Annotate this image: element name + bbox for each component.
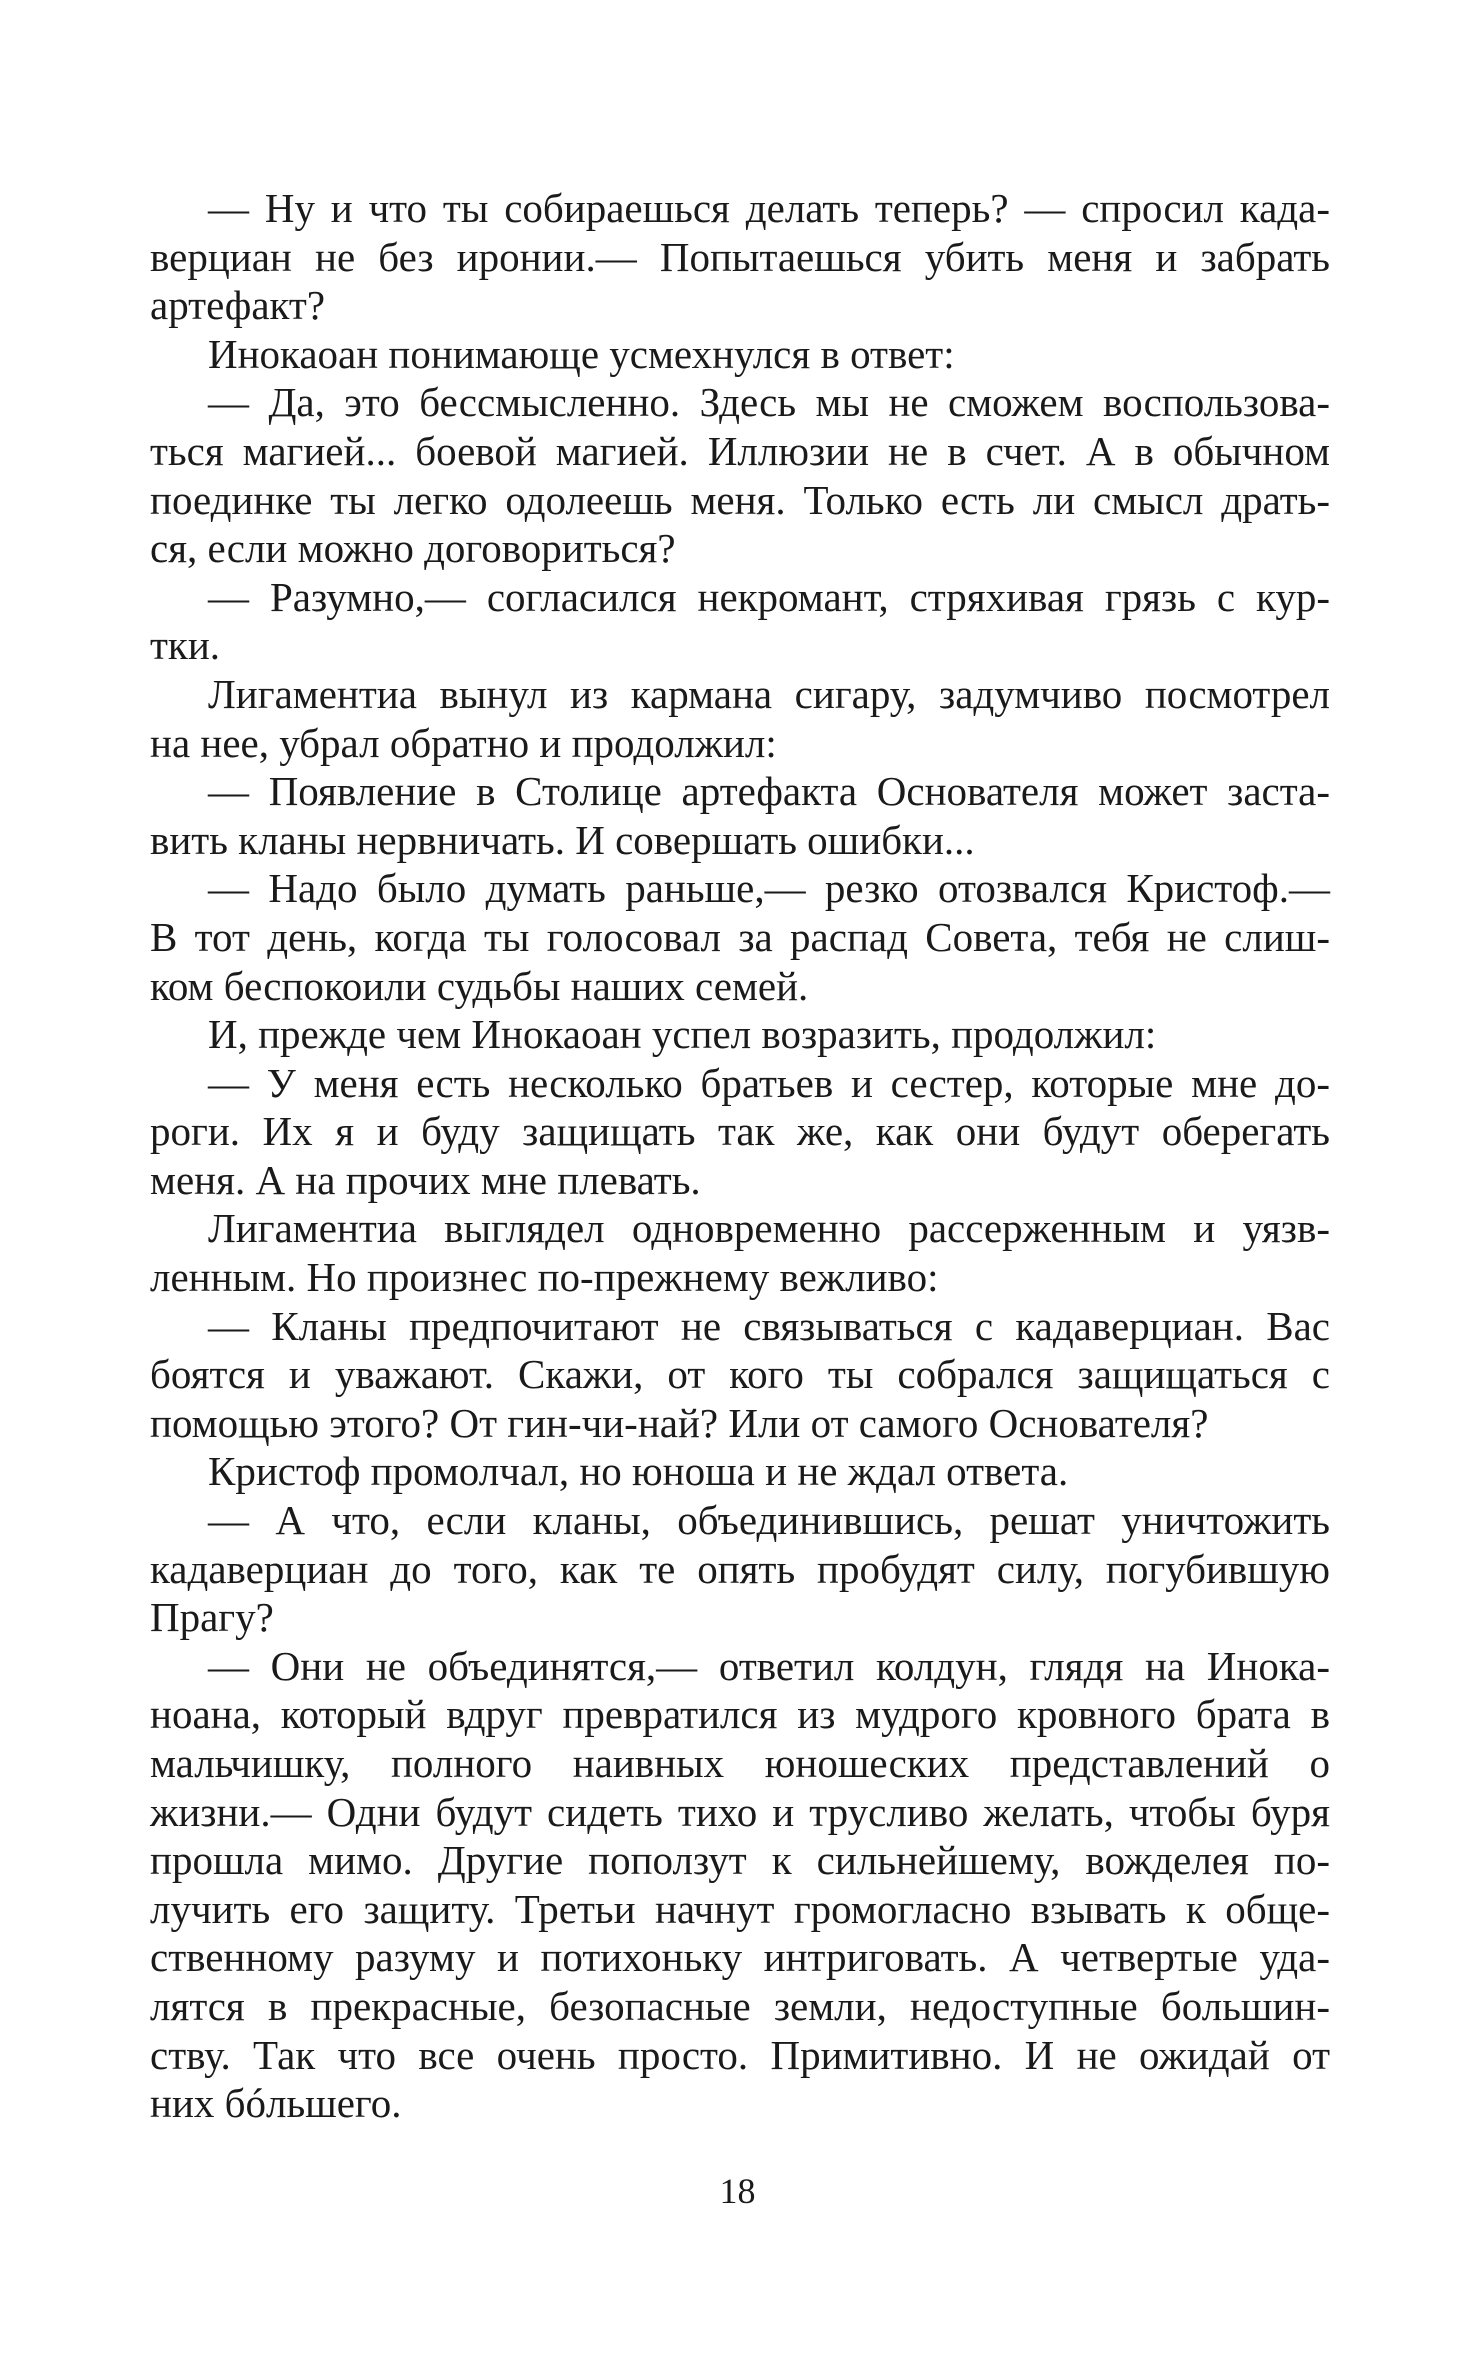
text-line: лучить его защиту. Третьи начнут громогласно взывать к обще- [150,1885,1330,1932]
text-line: роги. Их я и буду защищать так же, как они будут оберегать [150,1108,1330,1155]
text-line: лятся в прекрасные, безопасные земли, недоступные большин- [150,1982,1330,2029]
text-line: В тот день, когда ты голосовал за распад Совета, тебя не слиш- [150,913,1330,960]
text-line: ноана, который вдруг превратился из мудрого кровного брата в [150,1691,1330,1738]
text-line: Кристоф промолчал, но юноша и не ждал ответа. [208,1448,1069,1495]
text-line: ленным. Но произнес по-прежнему вежливо: [150,1254,939,1301]
text-line: ству. Так что все очень просто. Примитивно. И не ожидай от [150,2031,1330,2078]
text-line: на нее, убрал обратно и продолжил: [150,719,777,766]
text-line: — Они не объединятся,— ответил колдун, глядя на Инока- [208,1642,1330,1689]
text-line: ственному разуму и потихоньку интриговать. А четвертые уда- [150,1934,1330,1981]
text-line: Прагу? [150,1594,274,1641]
text-line: поединке ты легко одолеешь меня. Только есть ли смысл драть- [150,476,1330,523]
text-line: тки. [150,622,221,669]
text-line: кадаверциан до того, как те опять пробудят силу, погубившую [150,1545,1330,1592]
text-line: ся, если можно договориться? [150,525,676,572]
text-line: Инокаоан понимающе усмехнулся в ответ: [208,330,955,377]
text-line: боятся и уважают. Скажи, от кого ты собрался защищаться с [150,1351,1330,1398]
text-line: ком беспокоили судьбы наших семей. [150,962,809,1009]
text-line: — Кланы предпочитают не связываться с кадаверциан. Вас [208,1302,1330,1349]
text-line: ться магией... боевой магией. Иллюзии не в счет. А в обычном [150,427,1330,474]
text-line: — Да, это бессмысленно. Здесь мы не сможем воспользова- [208,379,1330,426]
text-line: — Ну и что ты собираешься делать теперь? — спросил када- [208,185,1330,231]
text-line: И, прежде чем Инокаоан успел возразить, продолжил: [208,1011,1157,1058]
text-line: помощью этого? От гин-чи-най? Или от самого Основателя? [150,1399,1209,1446]
text-line: артефакт? [150,282,326,329]
text-line: — Появление в Столице артефакта Основателя может заста- [208,768,1330,815]
text-line: жизни.— Одни будут сидеть тихо и трусливо желать, чтобы буря [150,1788,1330,1835]
text-line: верциан не без иронии.— Попытаешься убить меня и забрать [150,233,1330,280]
text-line: — У меня есть несколько братьев и сестер, которые мне до- [208,1059,1330,1106]
text-line: меня. А на прочих мне плевать. [150,1156,701,1203]
page-number: 18 [719,2171,756,2211]
text-line: Лигаментиа выглядел одновременно рассерженным и уязв- [208,1205,1330,1252]
body-text [150,184,1330,2128]
text-line: прошла мимо. Другие поползут к сильнейшему, вожделея по- [150,1837,1330,1884]
text-line: вить кланы нервничать. И совершать ошибки... [150,816,975,863]
text-line: них бóльшего. [150,2080,402,2127]
text-line: — А что, если кланы, объединившись, решат уничтожить [208,1497,1330,1544]
text-line: — Надо было думать раньше,— резко отозвался Кристоф.— [208,865,1330,912]
text-line: — Разумно,— согласился некромант, стряхивая грязь с кур- [208,573,1330,620]
text-line: мальчишку, полного наивных юношеских представлений о [150,1740,1330,1786]
text-line: Лигаментиа вынул из кармана сигару, задумчиво посмотрел [208,670,1330,717]
